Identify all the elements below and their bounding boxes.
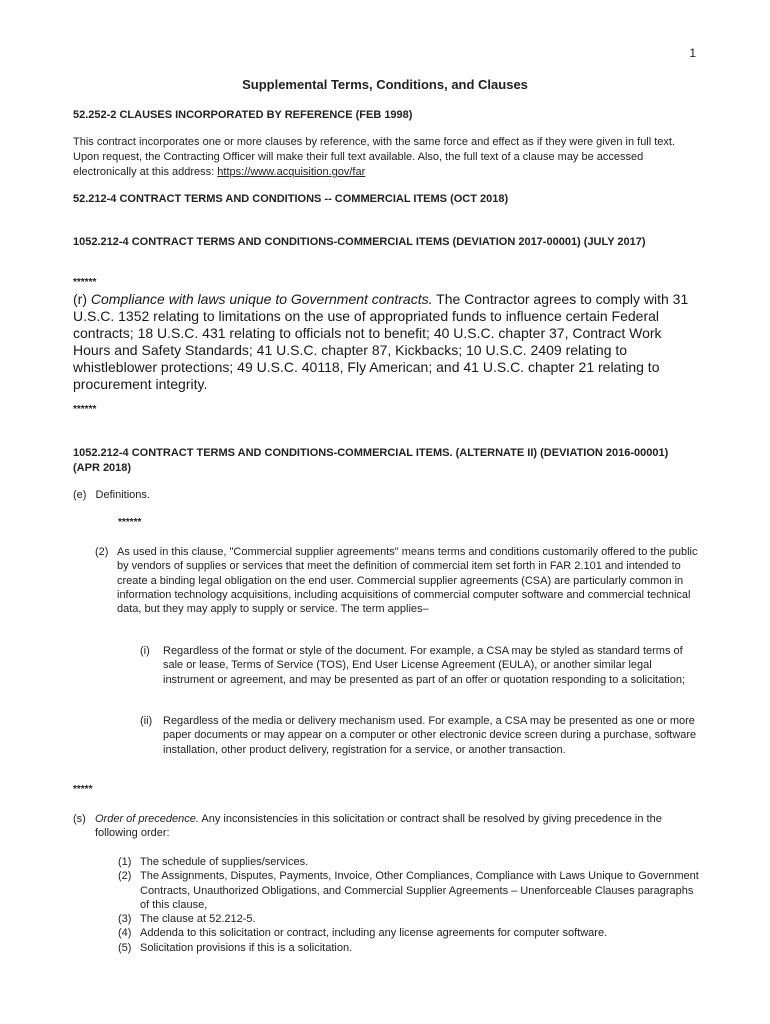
precedence-item-number: (4) <box>118 927 132 940</box>
precedence-item-text: The schedule of supplies/services. <box>140 856 309 868</box>
paragraph-s-title: Order of precedence. <box>95 813 199 825</box>
definition-subitem-i-label: (i) <box>140 645 150 657</box>
precedence-item-text: Solicitation provisions if this is a solicitation. <box>140 941 353 954</box>
precedence-item-number: (2) <box>118 870 132 883</box>
precedence-item-number: (5) <box>118 941 132 954</box>
definition-subitem-ii <box>140 714 700 757</box>
precedence-item-text: The clause at 52.212-5. <box>140 913 256 926</box>
precedence-item-text: The Assignments, Disputes, Payments, Invoice, Other Compliances, Compliance with Laws Unique to Government Contracts, Unauthorized Obligations, and Commercial Supplier Agreements – Unenforceable Clauses paragraphs of this clause, <box>140 870 699 911</box>
precedence-item <box>118 912 703 926</box>
paragraph-r-label: (r) <box>73 291 87 307</box>
clause-body-text: This contract incorporates one or more clauses by reference, with the same force and effect as if they were given in full text. Upon request, the Contracting Officer will make their full text available. Also, the full text of a clause may be accessed electronically at this address: <box>73 136 676 178</box>
paragraph-e-text: Definitions. <box>95 489 150 501</box>
precedence-item-number: (3) <box>118 913 132 926</box>
paragraph-r <box>73 291 698 393</box>
paragraph-r-title: Compliance with laws unique to Government contracts. <box>90 291 433 307</box>
paragraph-s-text: Any inconsistencies in this solicitation or contract shall be resolved by giving precedence in the following order: <box>95 813 662 840</box>
clause-heading-52-252-2: 52.252-2 CLAUSES INCORPORATED BY REFERENCE (FEB 1998) <box>73 109 413 121</box>
paragraph-e <box>73 488 698 502</box>
paragraph-s-label: (s) <box>73 813 86 825</box>
precedence-item <box>118 926 703 940</box>
definition-subitem-ii-label: (ii) <box>140 715 153 727</box>
omission-marker: ****** <box>73 404 97 415</box>
page-number: 1 <box>689 46 696 60</box>
document-title: Supplemental Terms, Conditions, and Clauses <box>242 77 528 92</box>
omission-marker: ****** <box>73 277 97 288</box>
paragraph-s <box>73 812 673 841</box>
clause-heading-1052-212-4-deviation-2017: 1052.212-4 CONTRACT TERMS AND CONDITIONS-COMMERCIAL ITEMS (DEVIATION 2017-00001) (JULY 2017) <box>73 236 646 248</box>
paragraph-s-body <box>95 812 673 841</box>
precedence-item <box>118 941 703 955</box>
precedence-list <box>118 855 703 955</box>
precedence-item-text: Addenda to this solicitation or contract, including any license agreements for computer software. <box>140 927 608 940</box>
clause-heading-1052-212-4-alternate-ii: 1052.212-4 CONTRACT TERMS AND CONDITIONS-COMMERCIAL ITEMS. (ALTERNATE II) (DEVIATION 2016-00001) (APR 2018) <box>73 447 669 474</box>
omission-marker: ***** <box>73 784 93 795</box>
definition-subitem-i-text: Regardless of the format or style of the document. For example, a CSA may be styled as standard terms of sale or lease, Terms of Service (TOS), End User License Agreement (EULA), or another similar legal instrument or agreement, and may be presented as part of an offer or quotation responding to a solicitation; <box>163 645 686 686</box>
clause-body-52-252-2 <box>73 135 698 180</box>
precedence-item <box>118 869 703 912</box>
definition-item-2 <box>95 545 700 616</box>
definition-subitem-i <box>140 644 700 687</box>
definition-item-2-label: (2) <box>95 546 109 558</box>
omission-marker: ****** <box>118 517 142 528</box>
paragraph-r-text: The Contractor agrees to comply with 31 U.S.C. 1352 relating to limitations on the use of appropriated funds to influence certain Federal contracts; 18 U.S.C. 431 relating to officials not to benefit; 40 U.S.C. chapter 37, Contract Work Hours and Safety Standards; 41 U.S.C. chapter 87, Kickbacks; 10 U.S.C. 2409 relating to whistleblower protections; 49 U.S.C. 40118, Fly American; and 41 U.S.C. chapter 21 relating to procurement integrity. <box>73 291 689 392</box>
precedence-item-number: (1) <box>118 856 132 868</box>
definition-subitem-ii-text: Regardless of the media or delivery mechanism used. For example, a CSA may be presented as one or more paper documents or may appear on a computer or other electronic device screen during a purchase, software installation, other product delivery, registration for a service, or another transaction. <box>163 715 697 756</box>
acquisition-gov-link[interactable]: https://www.acquisition.gov/far <box>217 166 366 178</box>
clause-heading-52-212-4: 52.212-4 CONTRACT TERMS AND CONDITIONS -- COMMERCIAL ITEMS (OCT 2018) <box>73 193 509 205</box>
definition-item-2-text: As used in this clause, "Commercial supplier agreements" means terms and conditions customarily offered to the public by vendors of supplies or services that meet the definition of commercial item set forth in FAR 2.101 and intended to create a binding legal obligation on the end user. Commercial supplier agreements (CSA) are particularly common in information technology acquisitions, including acquisitions of commercial computer software and commercial technical data, but they may apply to supply or service. The term applies– <box>117 546 698 616</box>
paragraph-e-label: (e) <box>73 489 87 501</box>
precedence-item <box>118 855 703 869</box>
